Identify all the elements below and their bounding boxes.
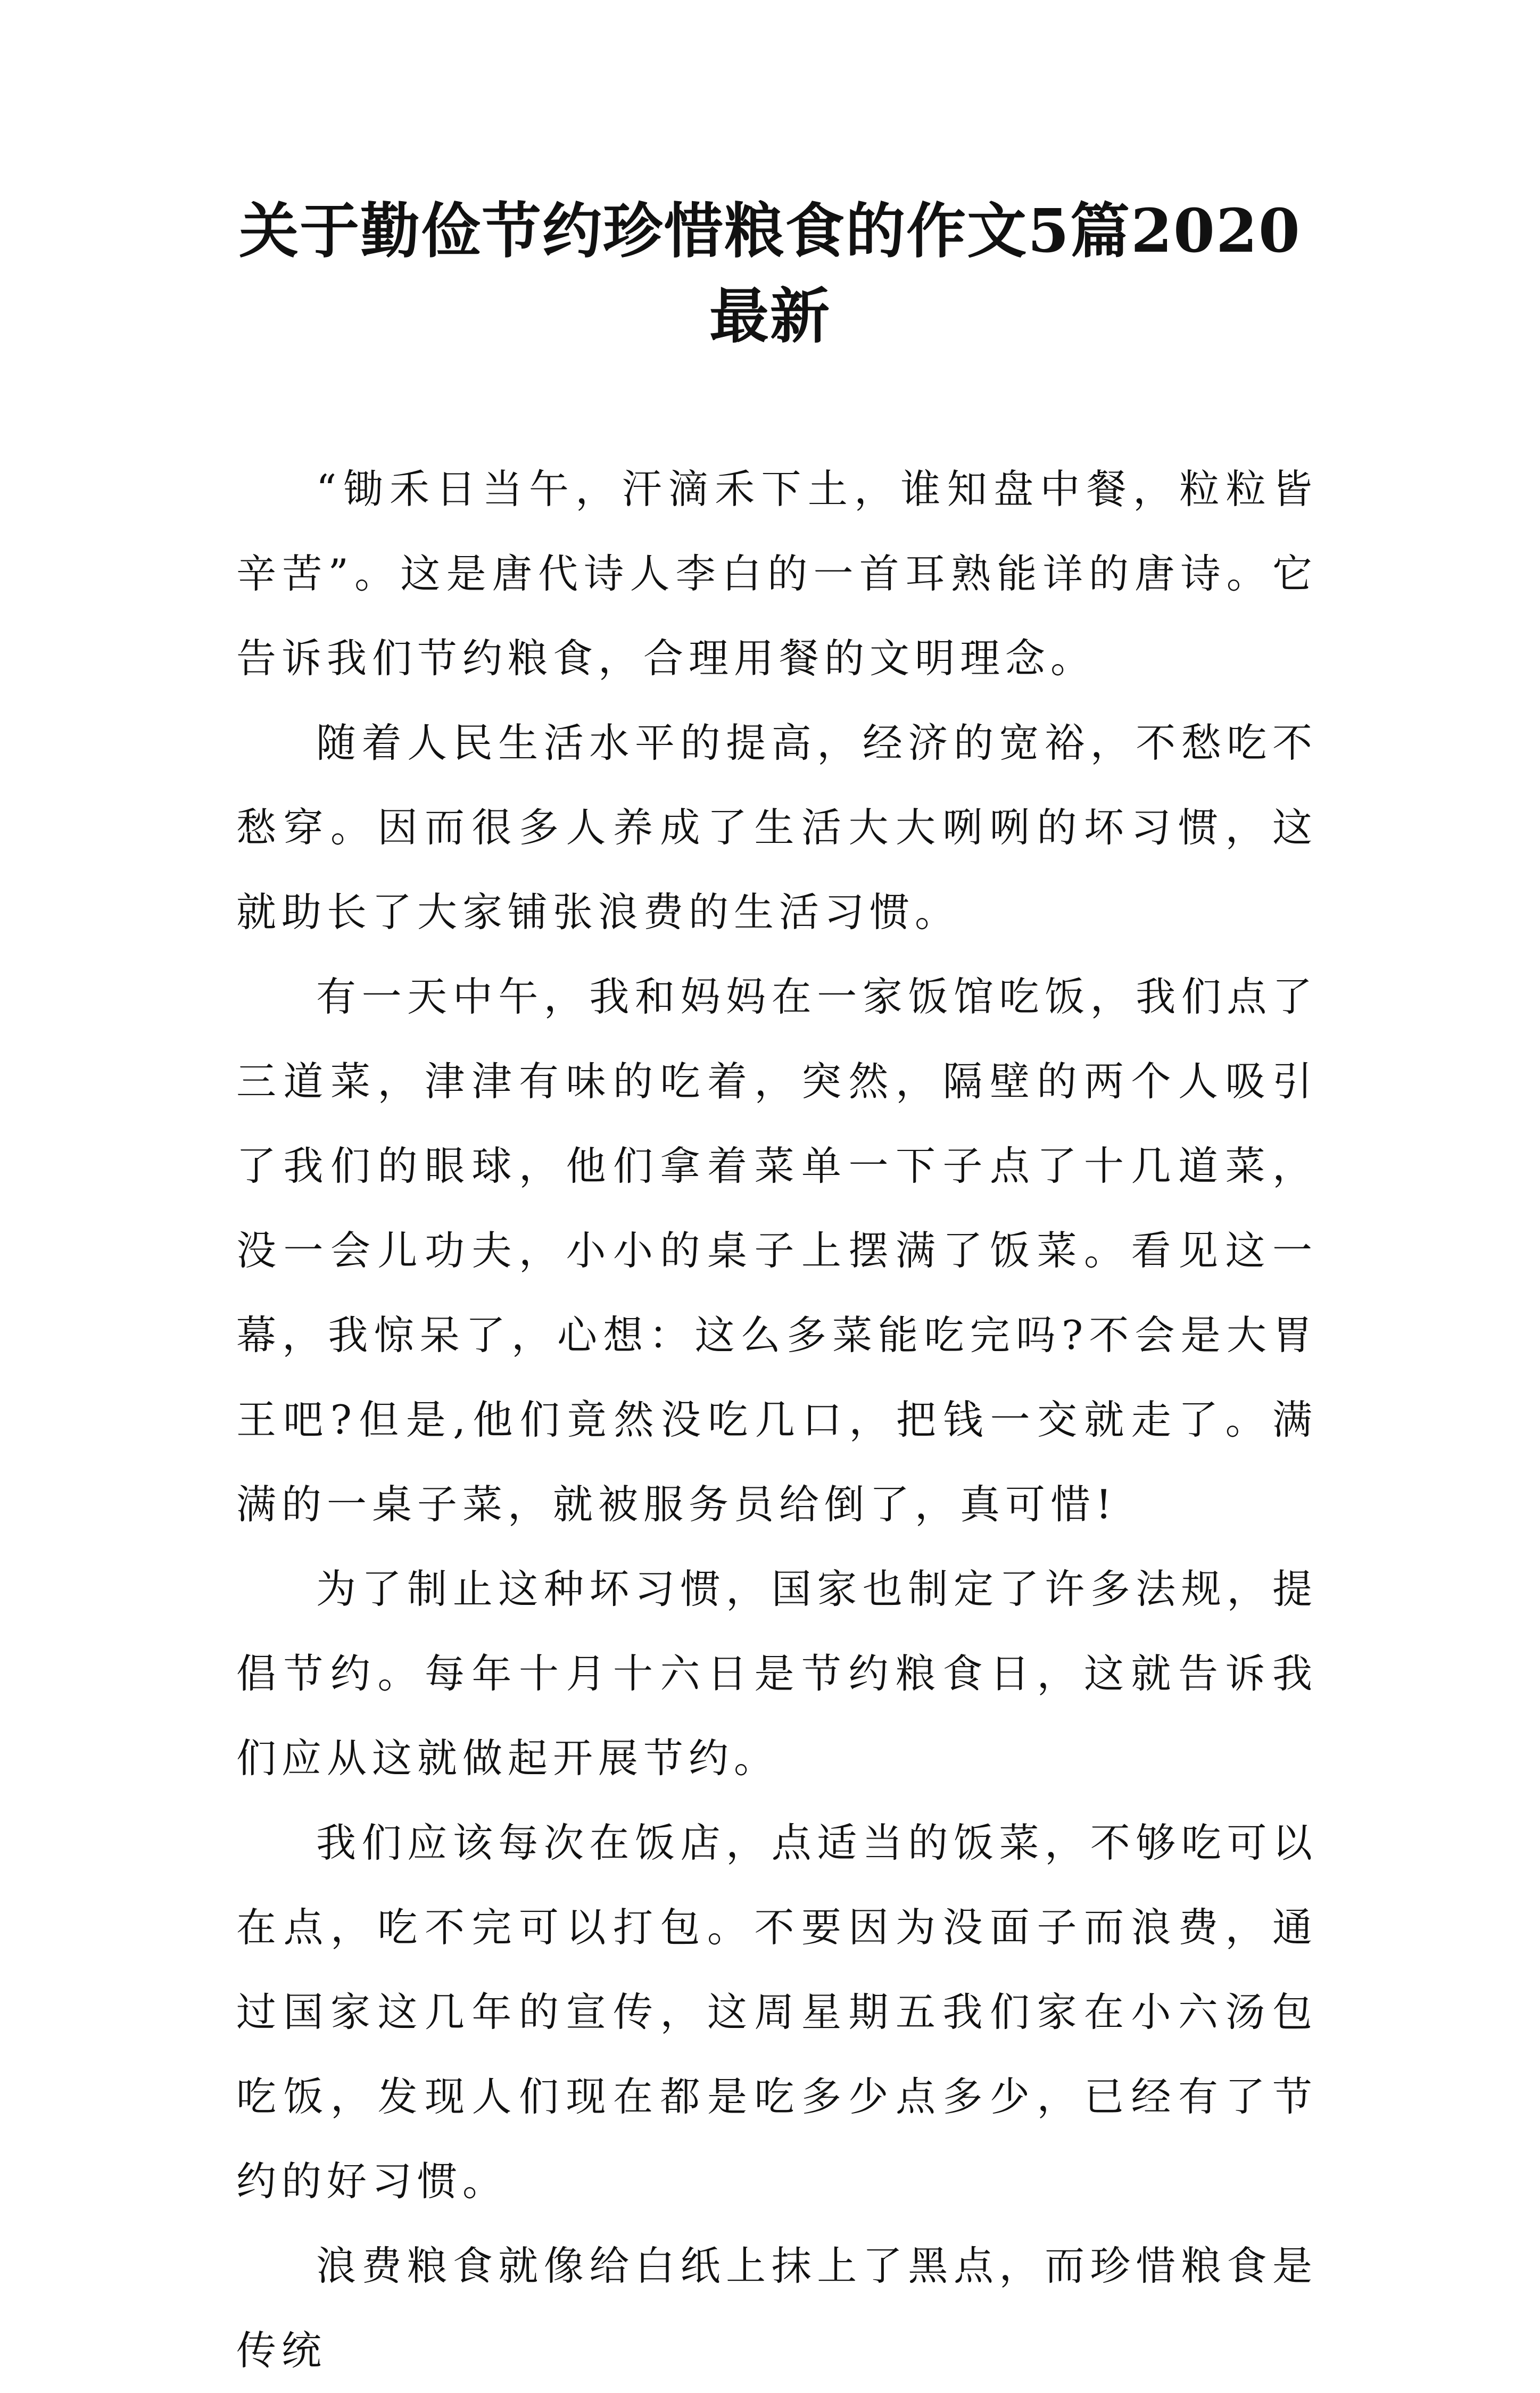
document-title: 关于勤俭节约珍惜粮食的作文5篇2020最新 — [239, 196, 1301, 351]
paragraph: 随着人民生活水平的提高，经济的宽裕，不愁吃不愁穿。因而很多人养成了生活大大咧咧的坏习惯，这就助长了大家铺张浪费的生活习惯。 — [236, 719, 1318, 935]
document-body — [236, 447, 1318, 2393]
paragraph: 浪费粮食就像给白纸上抹上了黑点，而珍惜粮食是传统 — [236, 2242, 1318, 2374]
paragraph: 我们应该每次在饭店，点适当的饭菜，不够吃可以在点，吃不完可以打包。不要因为没面子而浪费，通过国家这几年的宣传，这周星期五我们家在小六汤包吃饭，发现人们现在都是吃多少点多少，已经有了节约的好习惯。 — [236, 1819, 1318, 2205]
paragraph: 有一天中午，我和妈妈在一家饭馆吃饭，我们点了三道菜，津津有味的吃着，突然，隔壁的两个人吸引了我们的眼球，他们拿着菜单一下子点了十几道菜，没一会儿功夫，小小的桌子上摆满了饭菜。看见这一幕，我惊呆了，心想：这么多菜能吃完吗?不会是大胃王吧?但是,他们竟然没吃几口，把钱一交就走了。满满的一桌子菜，就被服务员给倒了，真可惜! — [236, 973, 1318, 1528]
paragraph: “锄禾日当午，汗滴禾下土，谁知盘中餐，粒粒皆辛苦”。这是唐代诗人李白的一首耳熟能详的唐诗。它告诉我们节约粮食，合理用餐的文明理念。 — [236, 466, 1318, 682]
paragraph: 为了制止这种坏习惯，国家也制定了许多法规，提倡节约。每年十月十六日是节约粮食日，这就告诉我们应从这就做起开展节约。 — [236, 1566, 1318, 1782]
